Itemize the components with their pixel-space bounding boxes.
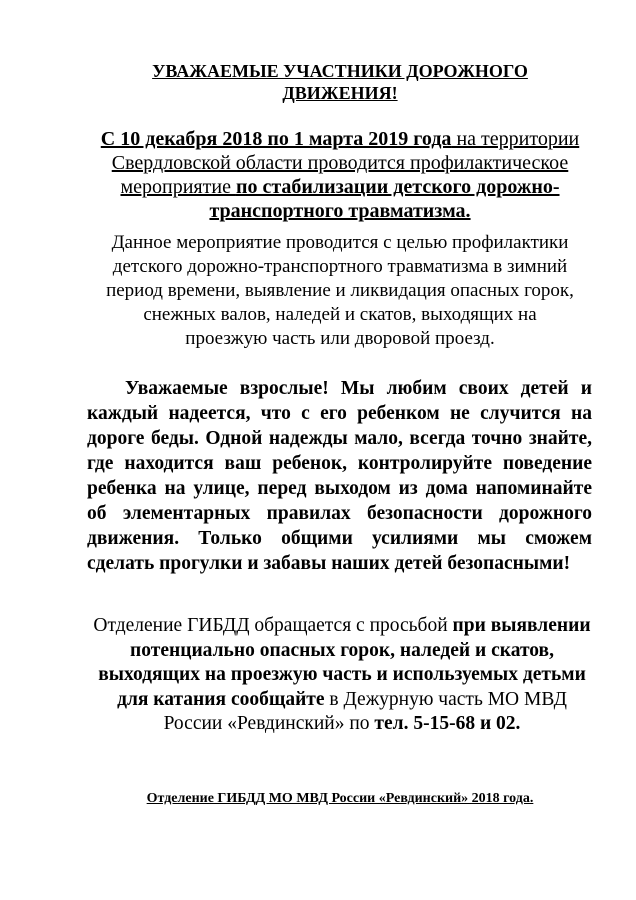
description-paragraph: Данное мероприятие проводится с целью профилактики детского дорожно-транспортного травматизма в зимний период времени, выявление и ликвидация опасных горок, снежных валов, наледей и скатов, выходящих на проезжую часть или дворовой проезд.	[106, 232, 574, 349]
document-title: УВАЖАЕМЫЕ УЧАСТНИКИ ДОРОЖНОГО ДВИЖЕНИЯ!	[152, 61, 528, 103]
document-footer: Отделение ГИБДД МО МВД России «Ревдинский» 2018 года.	[146, 791, 534, 806]
phone-numbers: тел. 5-15-68 и 02.	[374, 713, 521, 734]
appeal-paragraph: Уважаемые взрослые! Мы любим своих детей и каждый надеется, что с его ребенком не случится на дороге беды. Одной надежды мало, всегда точно знайте, где находится ваш ребенок, контролируйте поведение ребенка на улице, перед выходом из дома напоминайте об элементарных правилах безопасности дорожного движения. Только общими усилиями мы сможем сделать прогулки и забавы наших детей безопасными!	[87, 378, 592, 574]
request-text-2: в Дежурную часть МО МВД России «Ревдинский» по	[163, 688, 567, 734]
request-text-1: Отделение ГИБДД обращается с просьбой	[93, 615, 453, 636]
request-bold-text: при выявлении потенциально опасных горок, наледей и скатов, выходящих на проезжую часть и используемых детьми для катания сообщайте	[98, 615, 591, 710]
event-name: по стабилизации детского дорожно-транспортного травматизма.	[209, 176, 560, 222]
request-paragraph	[92, 614, 592, 737]
period-dates: С 10 декабря 2018 по 1 марта 2019 года	[100, 128, 452, 150]
intro-text: на территории Свердловской области проводится профилактическое мероприятие	[111, 128, 580, 198]
intro-paragraph	[100, 127, 580, 223]
